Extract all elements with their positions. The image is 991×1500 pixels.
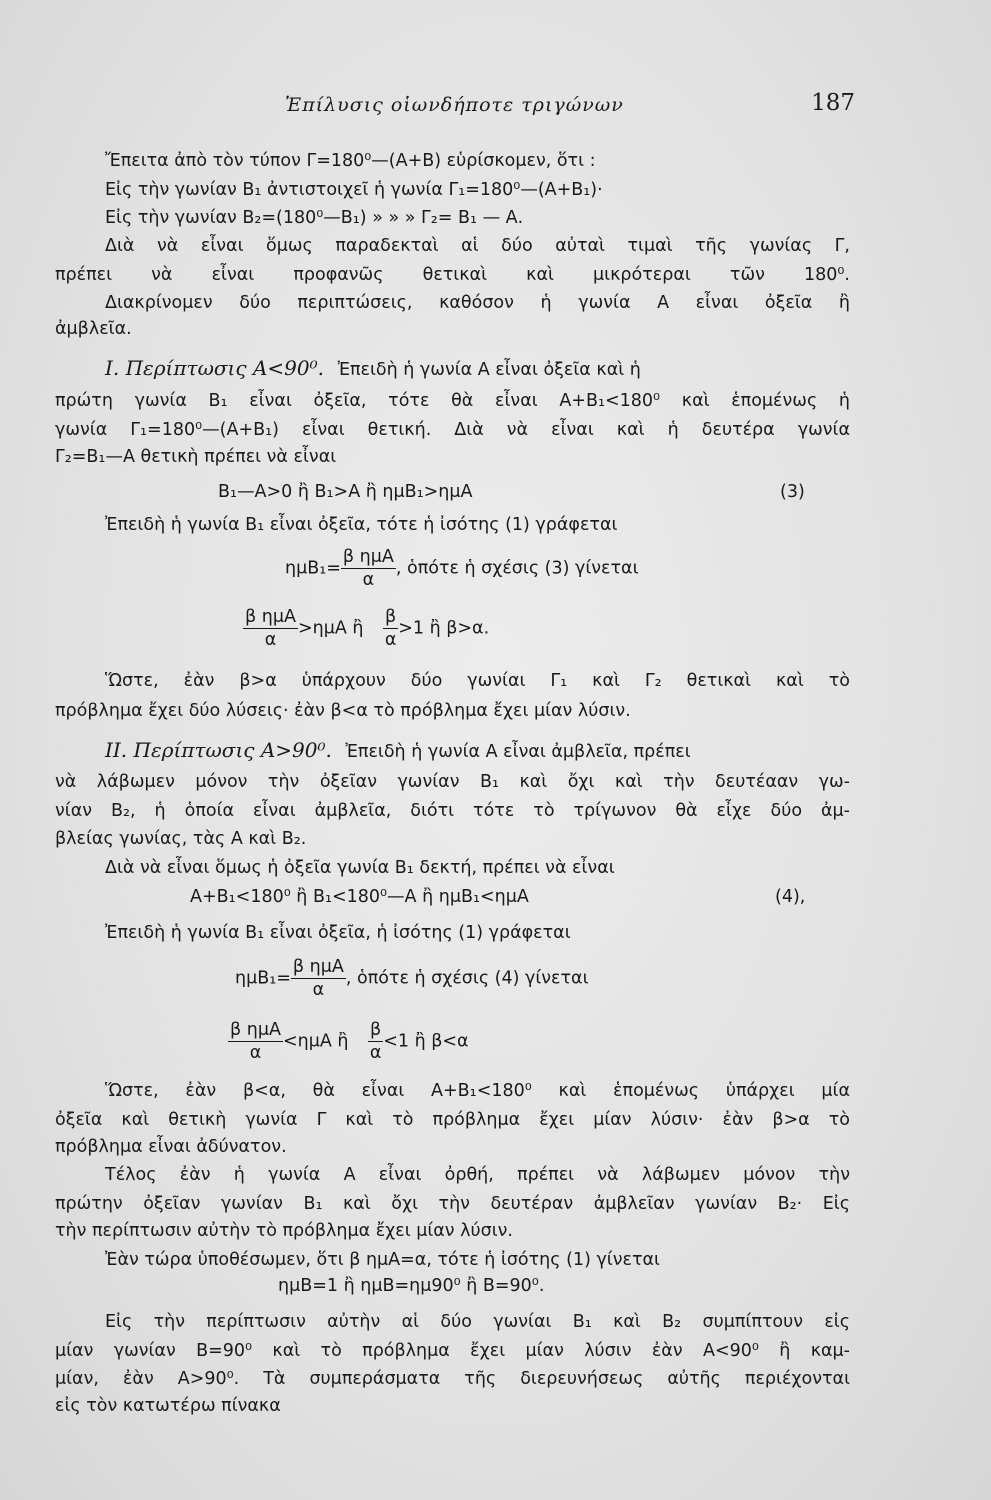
text-line: νίαν Β₂, ἡ ὁποία εἶναι ἀμβλεῖα, διότι τότε τὸ τρίγωνον θὰ εἶχε δύο ἀμ- bbox=[55, 801, 850, 821]
fraction bbox=[383, 606, 398, 651]
text-line: Ἔπειτα ἀπὸ τὸν τύπον Γ=180⁰—(Α+Β) εὑρίσκομεν, ὅτι : bbox=[105, 151, 596, 171]
numerator: β bbox=[370, 1020, 382, 1040]
text-fragment: <ημΑ ἢ bbox=[282, 1031, 349, 1052]
text-line: Γ₂=Β₁—Α θετικὴ πρέπει νὰ εἶναι bbox=[55, 447, 337, 467]
equation: ημΒ=1 ἢ ημΒ=ημ90⁰ ἢ Β=90⁰. bbox=[278, 1276, 545, 1296]
fraction bbox=[291, 956, 346, 1001]
equation: Α+Β₁<180⁰ ἢ Β₁<180⁰—Α ἢ ημΒ₁<ημΑ bbox=[190, 887, 529, 907]
running-header bbox=[55, 88, 855, 128]
text-fragment: <1 ἢ β<α bbox=[383, 1031, 469, 1052]
text-line: τὴν περίπτωσιν αὐτὴν τὸ πρόβλημα ἔχει μίαν λύσιν. bbox=[55, 1221, 513, 1241]
equation: Β₁—Α>0 ἢ Β₁>Α ἢ ημΒ₁>ημΑ bbox=[218, 482, 473, 502]
page-number: 187 bbox=[811, 90, 855, 116]
denominator: α bbox=[312, 980, 325, 1000]
text-line: Εἰς τὴν γωνίαν Β₁ ἀντιστοιχεῖ ἡ γωνία Γ₁=180⁰—(Α+Β₁)· bbox=[105, 180, 603, 200]
text-line: πρόβλημα εἶναι ἀδύνατον. bbox=[55, 1137, 287, 1157]
text-line: εἰς τὸν κατωτέρω πίνακα bbox=[55, 1396, 281, 1416]
text-line: Εἰς τὴν γωνίαν Β₂=(180⁰—Β₁) » » » Γ₂= Β₁ — Α. bbox=[105, 208, 524, 228]
text-line: Ἐπειδὴ ἡ γωνία Β₁ εἶναι ὀξεῖα, τότε ἡ ἰσότης (1) γράφεται bbox=[105, 515, 618, 535]
text-line: Διὰ νὰ εἶναι ὅμως ἡ ὀξεῖα γωνία Β₁ δεκτή, πρέπει νὰ εἶναι bbox=[105, 858, 615, 878]
case-heading: ΙΙ. Περίπτωσις Α>90⁰. bbox=[105, 738, 332, 762]
numerator: β ημΑ bbox=[245, 607, 296, 627]
numerator: β ημΑ bbox=[292, 957, 344, 977]
text-line: πρώτην ὀξεῖαν γωνίαν Β₁ καὶ ὄχι τὴν δευτέραν ἀμβλεῖαν γωνίαν Β₂· Εἰς bbox=[55, 1194, 850, 1214]
text-line: Ἐὰν τώρα ὑποθέσωμεν, ὅτι β ημΑ=α, τότε ἡ ἰσότης (1) γίνεται bbox=[105, 1250, 660, 1270]
text-line: πρόβλημα ἔχει δύο λύσεις· ἐὰν β<α τὸ πρόβλημα ἔχει μίαν λύσιν. bbox=[55, 701, 631, 721]
text-fragment: , ὁπότε ἡ σχέσις (3) γίνεται bbox=[395, 558, 639, 579]
text-fragment: , ὁπότε ἡ σχέσις (4) γίνεται bbox=[345, 968, 589, 989]
equation bbox=[228, 1019, 469, 1064]
text-line: πρέπει νὰ εἶναι προφανῶς θετικαὶ καὶ μικρότεραι τῶν 180⁰. bbox=[55, 265, 850, 285]
fraction bbox=[341, 546, 396, 591]
running-title: Ἐπίλυσις οἱωνδήποτε τριγώνων bbox=[285, 94, 624, 116]
case-heading: Ι. Περίπτωσις Α<90⁰. bbox=[105, 356, 324, 380]
text-fragment: >ημΑ ἢ bbox=[297, 618, 364, 639]
text-line: Εἰς τὴν περίπτωσιν αὐτὴν αἱ δύο γωνίαι Β₁ καὶ Β₂ συμπίπτουν εἰς bbox=[105, 1312, 850, 1332]
section-heading-line bbox=[105, 737, 850, 763]
text-line: νὰ λάβωμεν μόνον τὴν ὀξεῖαν γωνίαν Β₁ καὶ ὄχι καὶ τὴν δευτέααν γω- bbox=[55, 772, 850, 792]
text-fragment: Ἐπειδὴ ἡ γωνία Α εἶναι ὀξεῖα καὶ ἡ bbox=[337, 360, 641, 380]
equation bbox=[285, 546, 639, 591]
text-line: βλείας γωνίας, τὰς Α καὶ Β₂. bbox=[55, 829, 307, 849]
text-line: μίαν γωνίαν Β=90⁰ καὶ τὸ πρόβλημα ἔχει μίαν λύσιν ἐὰν Α<90⁰ ἢ καμ- bbox=[55, 1341, 850, 1361]
fraction bbox=[368, 1019, 383, 1064]
equation bbox=[243, 606, 489, 651]
text-line: Ὥστε, ἐὰν β>α ὑπάρχουν δύο γωνίαι Γ₁ καὶ Γ₂ θετικαὶ καὶ τὸ bbox=[105, 671, 850, 691]
text-line: ὀξεῖα καὶ θετικὴ γωνία Γ καὶ τὸ πρόβλημα ἔχει μίαν λύσιν· ἐὰν β>α τὸ bbox=[55, 1110, 850, 1130]
text-line: Τέλος ἐὰν ἡ γωνία Α εἶναι ὀρθή, πρέπει νὰ λάβωμεν μόνον τὴν bbox=[105, 1165, 850, 1185]
numerator: β ημΑ bbox=[230, 1020, 281, 1040]
denominator: α bbox=[362, 570, 375, 590]
fraction bbox=[243, 606, 298, 651]
section-heading-line bbox=[105, 355, 850, 381]
equation-number: (4), bbox=[775, 887, 806, 907]
text-line: Διακρίνομεν δύο περιπτώσεις, καθόσον ἡ γωνία Α εἶναι ὀξεῖα ἢ bbox=[105, 293, 850, 313]
numerator: β bbox=[385, 607, 397, 627]
equation bbox=[235, 956, 589, 1001]
text-fragment: Ἐπειδὴ ἡ γωνία Α εἶναι ἀμβλεῖα, πρέπει bbox=[345, 742, 691, 762]
denominator: α bbox=[264, 630, 277, 650]
text-line: μίαν, ἐὰν Α>90⁰. Τὰ συμπεράσματα τῆς διερευνήσεως αὐτῆς περιέχονται bbox=[55, 1369, 850, 1389]
text-line: Διὰ νὰ εἶναι ὅμως παραδεκταὶ αἱ δύο αὐταὶ τιμαὶ τῆς γωνίας Γ, bbox=[105, 236, 850, 256]
numerator: β ημΑ bbox=[342, 547, 394, 567]
equation-lhs: ημΒ₁= bbox=[235, 968, 291, 989]
text-fragment: >1 ἢ β>α. bbox=[398, 618, 490, 639]
text-line: ἀμβλεῖα. bbox=[55, 319, 132, 339]
denominator: α bbox=[384, 630, 397, 650]
denominator: α bbox=[369, 1043, 382, 1063]
equation-number: (3) bbox=[780, 482, 805, 502]
text-line: γωνία Γ₁=180⁰—(Α+Β₁) εἶναι θετική. Διὰ νὰ εἶναι καὶ ἡ δευτέρα γωνία bbox=[55, 420, 850, 440]
text-line: Ἐπειδὴ ἡ γωνία Β₁ εἶναι ὀξεῖα, ἡ ἰσότης (1) γράφεται bbox=[105, 923, 571, 943]
text-line: Ὥστε, ἐὰν β<α, θὰ εἶναι Α+Β₁<180⁰ καὶ ἑπομένως ὑπάρχει μία bbox=[105, 1081, 850, 1101]
equation-lhs: ημΒ₁= bbox=[285, 558, 341, 579]
text-line: πρώτη γωνία Β₁ εἶναι ὀξεῖα, τότε θὰ εἶναι Α+Β₁<180⁰ καὶ ἑπομένως ἡ bbox=[55, 391, 850, 411]
fraction bbox=[228, 1019, 283, 1064]
denominator: α bbox=[249, 1043, 262, 1063]
